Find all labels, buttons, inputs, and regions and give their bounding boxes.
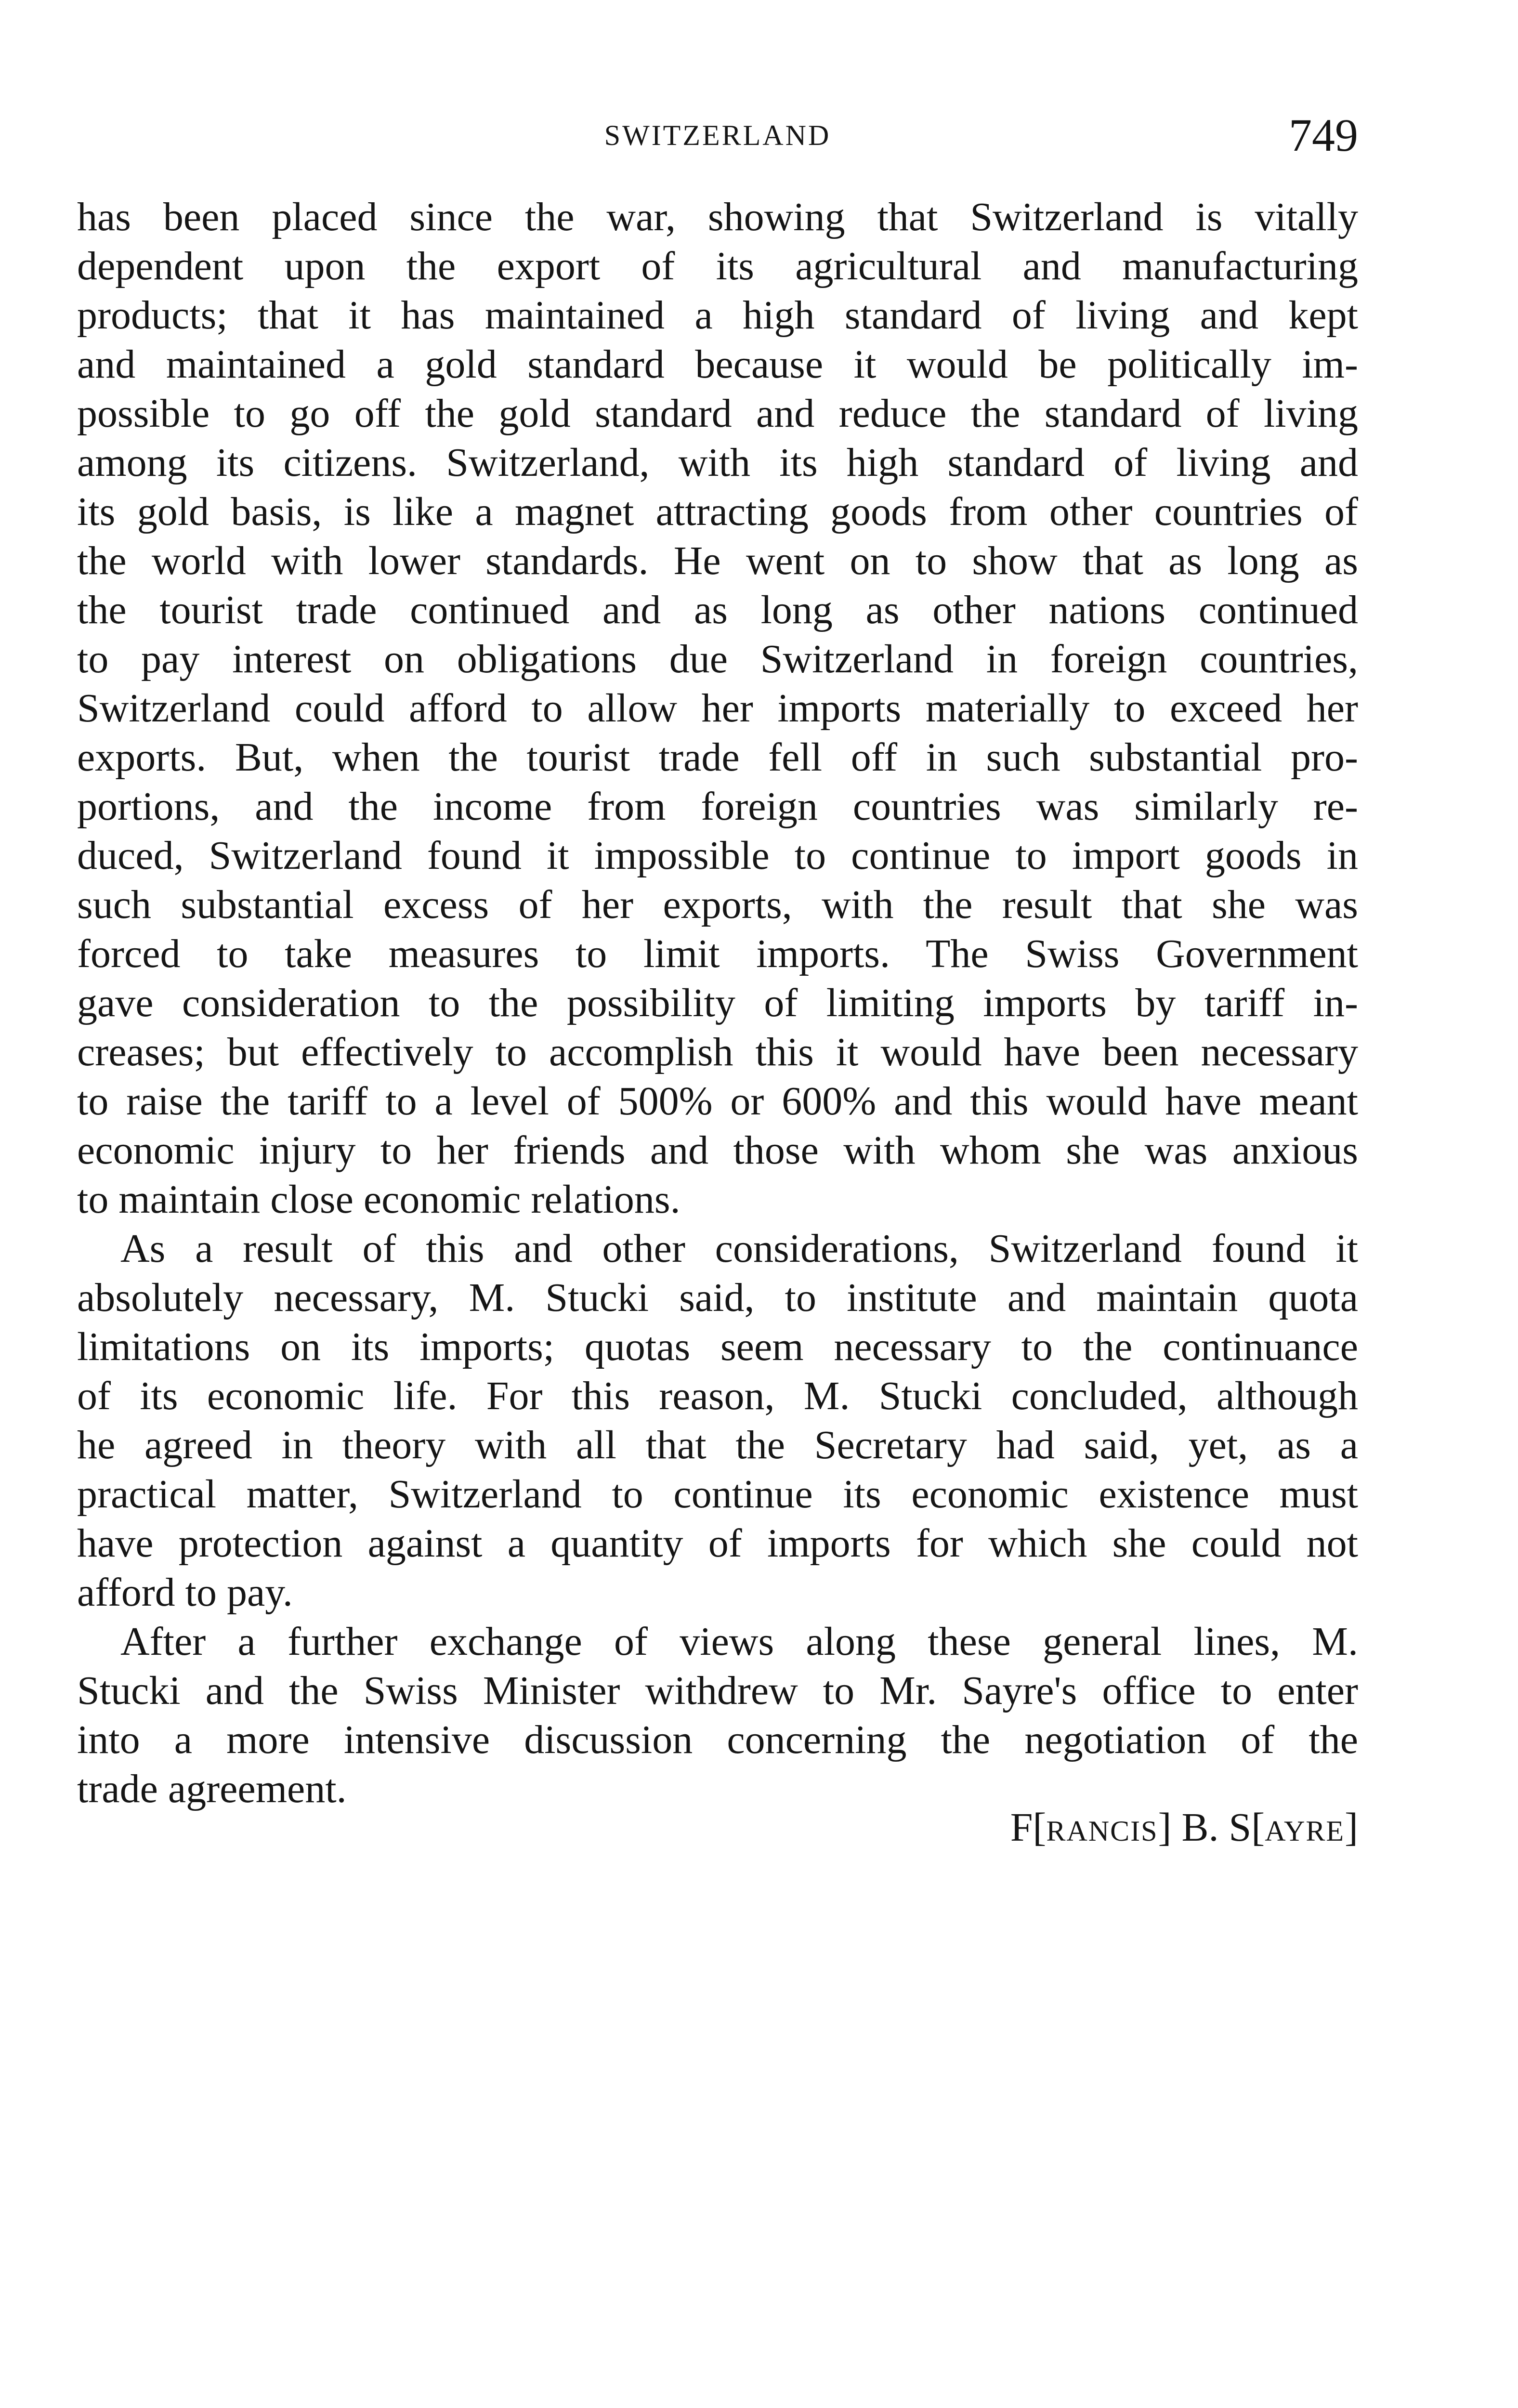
- text-line: of its economic life. For this reason, M. Stucki concluded, although: [77, 1374, 1358, 1418]
- running-title: SWITZERLAND: [604, 119, 831, 151]
- text-line: and maintained a gold standard because it would be politically im-: [77, 342, 1358, 387]
- text-line: As a result of this and other considerations, Switzerland found it: [120, 1226, 1358, 1271]
- body-text: [77, 193, 1358, 1814]
- signature: [77, 1801, 1358, 1854]
- text-line: to raise the tariff to a level of 500% or 600% and this would have meant: [77, 1079, 1358, 1124]
- text-line: Stucki and the Swiss Minister withdrew to Mr. Sayre's office to enter: [77, 1668, 1358, 1713]
- text-line: exports. But, when the tourist trade fell off in such substantial pro-: [77, 735, 1358, 780]
- signature-middle: ] B. S[: [1158, 1805, 1265, 1850]
- paragraph: [77, 193, 1358, 1224]
- text-line: its gold basis, is like a magnet attracting goods from other countries of: [77, 489, 1358, 534]
- text-line: portions, and the income from foreign countries was similarly re-: [77, 784, 1358, 829]
- signature-last-rest: AYRE: [1265, 1815, 1345, 1847]
- text-line: limitations on its imports; quotas seem necessary to the continuance: [77, 1324, 1358, 1369]
- paragraph: [77, 1224, 1358, 1617]
- text-line: into a more intensive discussion concerning the negotiation of the: [77, 1717, 1358, 1762]
- text-line: gave consideration to the possibility of limiting imports by tariff in-: [77, 981, 1358, 1025]
- paragraph: [77, 1617, 1358, 1814]
- page-number: 749: [1289, 109, 1358, 161]
- text-line: forced to take measures to limit imports. The Swiss Government: [77, 931, 1358, 976]
- text-line: the world with lower standards. He went on to show that as long as: [77, 538, 1358, 583]
- text-line: Switzerland could afford to allow her imports materially to exceed her: [77, 686, 1358, 731]
- text-line: trade agreement.: [77, 1767, 347, 1811]
- text-line: he agreed in theory with all that the Secretary had said, yet, as a: [77, 1423, 1358, 1467]
- text-line: creases; but effectively to accomplish this it would have been necessary: [77, 1030, 1358, 1074]
- text-line: products; that it has maintained a high standard of living and kept: [77, 293, 1358, 338]
- signature-first-initial: F[: [1010, 1805, 1047, 1850]
- text-line: possible to go off the gold standard and reduce the standard of living: [77, 391, 1358, 436]
- text-line: to maintain close economic relations.: [77, 1177, 680, 1222]
- text-line: absolutely necessary, M. Stucki said, to institute and maintain quota: [77, 1275, 1358, 1320]
- text-line: to pay interest on obligations due Switzerland in foreign countries,: [77, 637, 1358, 681]
- signature-first-rest: RANCIS: [1046, 1815, 1158, 1847]
- text-line: After a further exchange of views along these general lines, M.: [120, 1619, 1358, 1664]
- running-head: [77, 108, 1358, 161]
- text-line: such substantial excess of her exports, with the result that she was: [77, 882, 1358, 927]
- text-line: has been placed since the war, showing that Switzerland is vitally: [77, 195, 1358, 239]
- text-line: the tourist trade continued and as long as other nations continued: [77, 588, 1358, 632]
- text-line: dependent upon the export of its agricultural and manufacturing: [77, 244, 1358, 288]
- text-line: practical matter, Switzerland to continue its economic existence must: [77, 1472, 1358, 1517]
- text-line: have protection against a quantity of imports for which she could not: [77, 1521, 1358, 1566]
- signature-close: ]: [1345, 1805, 1358, 1850]
- text-line: among its citizens. Switzerland, with its high standard of living and: [77, 440, 1358, 485]
- text-line: duced, Switzerland found it impossible to continue to import goods in: [77, 833, 1358, 878]
- text-line: afford to pay.: [77, 1570, 293, 1615]
- text-line: economic injury to her friends and those with whom she was anxious: [77, 1128, 1358, 1173]
